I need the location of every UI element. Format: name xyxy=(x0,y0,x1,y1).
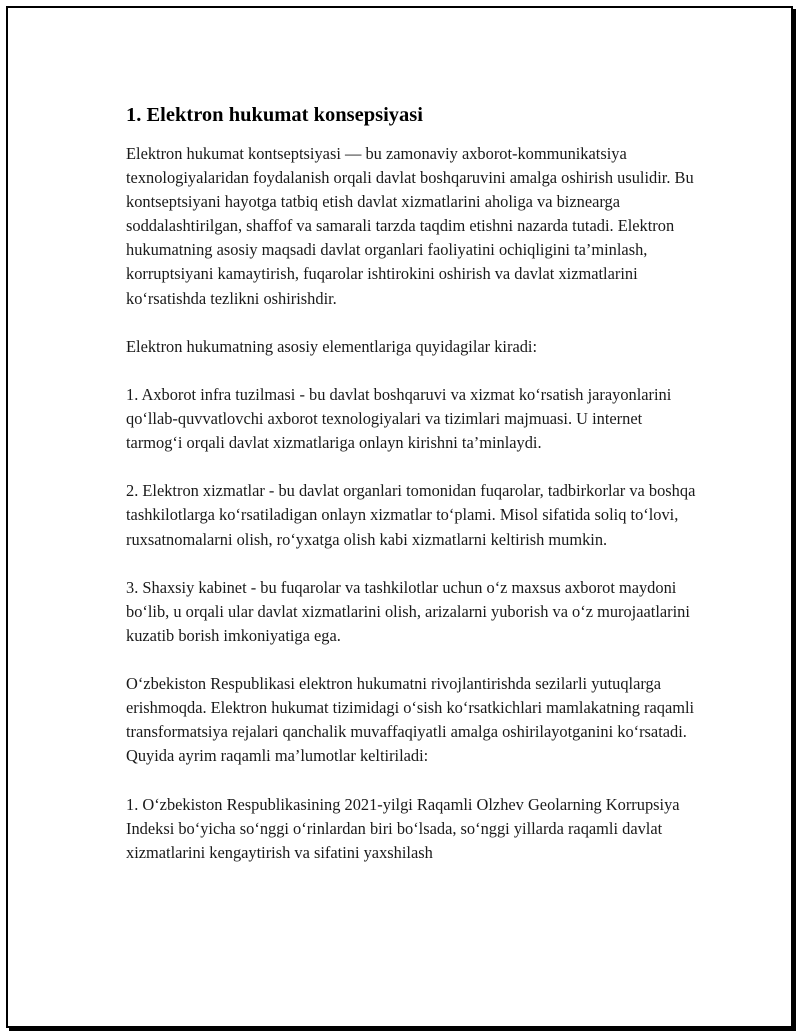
paragraph-intro: Elektron hukumat kontseptsiyasi — bu zamonaviy axborot-kommunikatsiya texnologiyalaridan foydalanish orqali davlat boshqaruvini amalga oshirish usulidir. Bu kontseptsiyani hayotga tatbiq etish davlat xizmatlarini aholiga va biznearga soddalashtirilgan, shaffof va samarali tarzda taqdim etishni nazarda tutadi. Elektron hukumatning asosiy maqsadi davlat organlari faoliyatini ochiqligini ta’minlash, korruptsiyani kamaytirish, fuqarolar ishtirokini oshirish va davlat xizmatlarini ko‘rsatishda tezlikni oshirishdir. xyxy=(126,144,694,308)
paragraph-uzbekistan: O‘zbekiston Respublikasi elektron hukumatni rivojlantirishda sezilarli yutuqlarga erishmoqda. Elektron hukumat tizimidagi o‘sish ko‘rsatkichlari mamlakatning raqamli transformatsiya rejalari qanchalik muvaffaqiyatli amalga oshirilayotganini ko‘rsatadi. Quyida ayrim raqamli ma’lumotlar keltiriladi: xyxy=(126,674,695,766)
section-heading: 1. Elektron hukumat konsepsiyasi xyxy=(126,104,423,126)
document-body xyxy=(126,101,696,889)
paragraph-elements-lead: Elektron hukumatning asosiy elementlariga quyidagilar kiradi: xyxy=(126,336,538,356)
paragraph-item-3: 3. Shaxsiy kabinet - bu fuqarolar va tashkilotlar uchun o‘z maxsus axborot maydoni bo‘lib, u orqali ular davlat xizmatlarini olish, arizalarni yuborish va o‘z murojaatlarini kuzatib borish imkoniyatiga ega. xyxy=(126,577,690,645)
paragraph-item-2: 2. Elektron xizmatlar - bu davlat organlari tomonidan fuqarolar, tadbirkorlar va boshqa tashkilotlarga ko‘rsatiladigan onlayn xizmatlar to‘plami. Misol sifatida soliq to‘lovi, ruxsatnomalarni olish, ro‘yxatga olish kabi xizmatlarni keltirish mumkin. xyxy=(126,481,696,549)
page-frame xyxy=(6,6,793,1028)
paragraph-item-1: 1. Axborot infra tuzilmasi - bu davlat boshqaruvi va xizmat ko‘rsatish jarayonlarini qo‘llab-quvvatlovchi axborot texnologiyalari va tizimlari majmuasi. U internet tarmog‘i orqali davlat xizmatlariga onlayn kirishni ta’minlaydi. xyxy=(126,384,672,453)
paragraph-data-1: 1. O‘zbekiston Respublikasining 2021-yilgi Raqamli Olzhev Geolarning Korrupsiya Indeksi bo‘yicha so‘nggi o‘rinlardan biri bo‘lsada, so‘nggi yillarda raqamli davlat xizmatlarini kengaytirish va sifatini yaxshilash xyxy=(126,794,680,862)
